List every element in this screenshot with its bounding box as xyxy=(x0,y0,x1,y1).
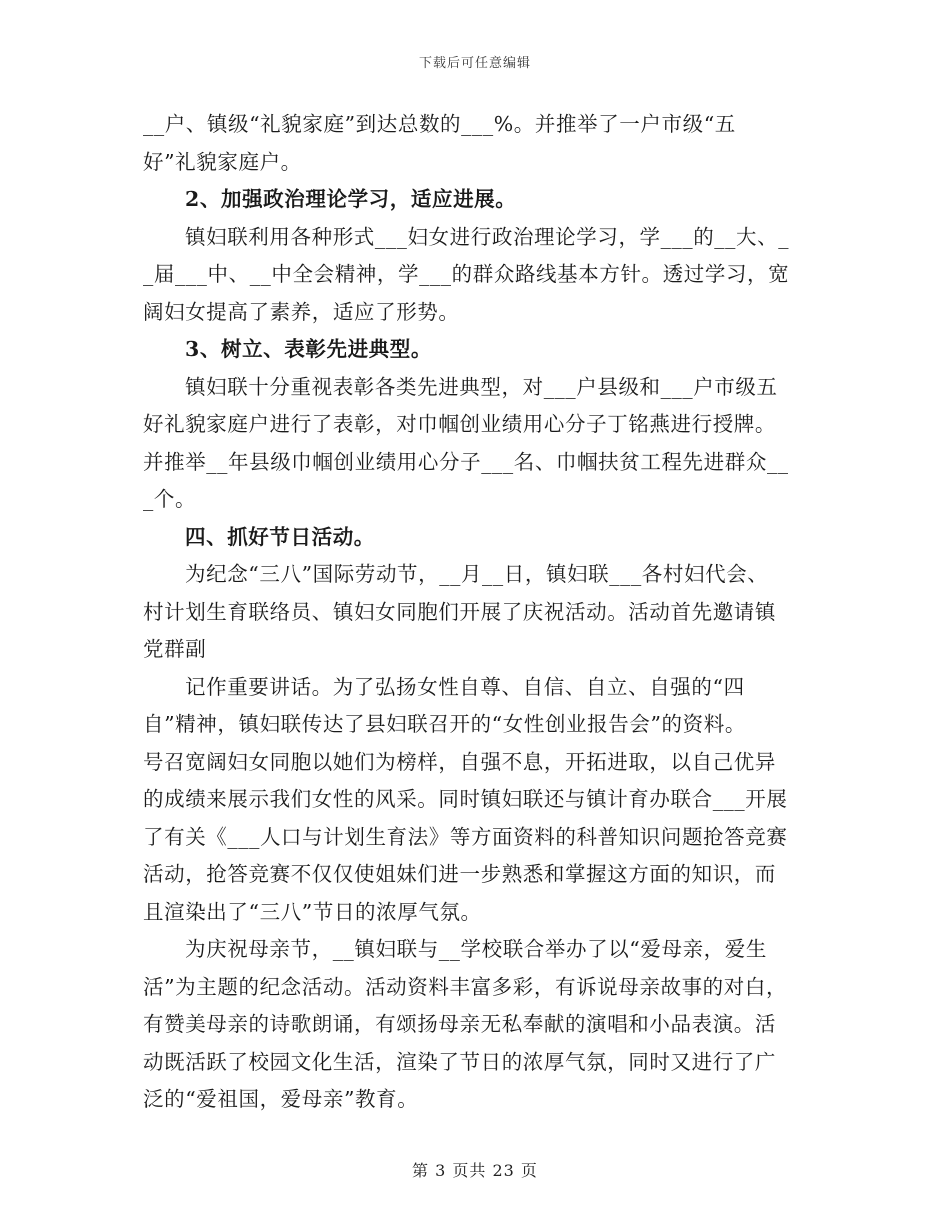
body-line: 为纪念“三八”国际劳动节，__月__日，镇妇联___各村妇代会、 xyxy=(185,562,769,586)
page-number: 第 3 页共 23 页 xyxy=(412,1161,538,1180)
body-line: 好礼貌家庭户进行了表彰，对巾帼创业绩用心分子丁铭燕进行授牌。 xyxy=(143,412,776,436)
document-body xyxy=(143,106,811,1119)
body-line: 好”礼貌家庭户。 xyxy=(143,149,302,174)
body-line: 自”精神，镇妇联传达了县妇联召开的“女性创业报告会”的资料。 xyxy=(143,712,746,736)
body-line: _个。 xyxy=(143,487,197,511)
body-line: 有赞美母亲的诗歌朗诵，有颂扬母亲无私奉献的演唱和小品表演。活 xyxy=(143,1012,776,1036)
body-line: 且渲染出了“三八”节日的浓厚气氛。 xyxy=(143,899,482,924)
body-line: 的成绩来展示我们女性的风采。同时镇妇联还与镇计育办联合___开展 xyxy=(143,787,788,811)
body-line: 泛的“爱祖国，爱母亲”教育。 xyxy=(143,1087,419,1111)
body-line: 党群副 xyxy=(143,637,207,661)
section-heading: 四、抓好节日活动。 xyxy=(185,524,375,549)
body-line: 活动，抢答竞赛不仅仅使姐妹们进一步熟悉和掌握这方面的知识，而 xyxy=(143,862,776,886)
body-line: __户、镇级“礼貌家庭”到达总数的___%。并推举了一户市级“五 xyxy=(143,112,736,136)
section-heading: 2、加强政治理论学习，适应进展。 xyxy=(185,187,517,211)
body-line: 村计划生育联络员、镇妇女同胞们开展了庆祝活动。活动首先邀请镇 xyxy=(143,599,776,624)
body-line: 镇妇联利用各种形式___妇女进行政治理论学习，学___的__大、_ xyxy=(185,224,790,249)
body-line: 动既活跃了校园文化生活，渲染了节日的浓厚气氛，同时又进行了广 xyxy=(143,1049,776,1074)
section-heading: 3、树立、表彰先进典型。 xyxy=(185,337,432,361)
body-line: 活”为主题的纪念活动。活动资料丰富多彩，有诉说母亲故事的对白， xyxy=(143,974,788,999)
body-line: 为庆祝母亲节，__镇妇联与__学校联合举办了以“爱母亲，爱生 xyxy=(185,937,767,961)
body-line: _届___中、__中全会精神，学___的群众路线基本方针。透过学习，宽 xyxy=(143,262,790,286)
body-line: 了有关《___人口与计划生育法》等方面资料的科普知识问题抢答竞赛 xyxy=(143,824,788,849)
page-header-note: 下载后可任意编辑 xyxy=(418,56,531,71)
body-line: 并推举__年县级巾帼创业绩用心分子___名、巾帼扶贫工程先进群众__ xyxy=(143,449,789,474)
body-line: 镇妇联十分重视表彰各类先进典型，对___户县级和___户市级五 xyxy=(185,374,778,399)
body-line: 号召宽阔妇女同胞以她们为榜样，自强不息，开拓进取，以自己优异 xyxy=(143,749,776,774)
body-line: 阔妇女提高了素养，适应了形势。 xyxy=(143,299,460,324)
body-line: 记作重要讲话。为了弘扬女性自尊、自信、自立、自强的“四 xyxy=(185,674,745,699)
